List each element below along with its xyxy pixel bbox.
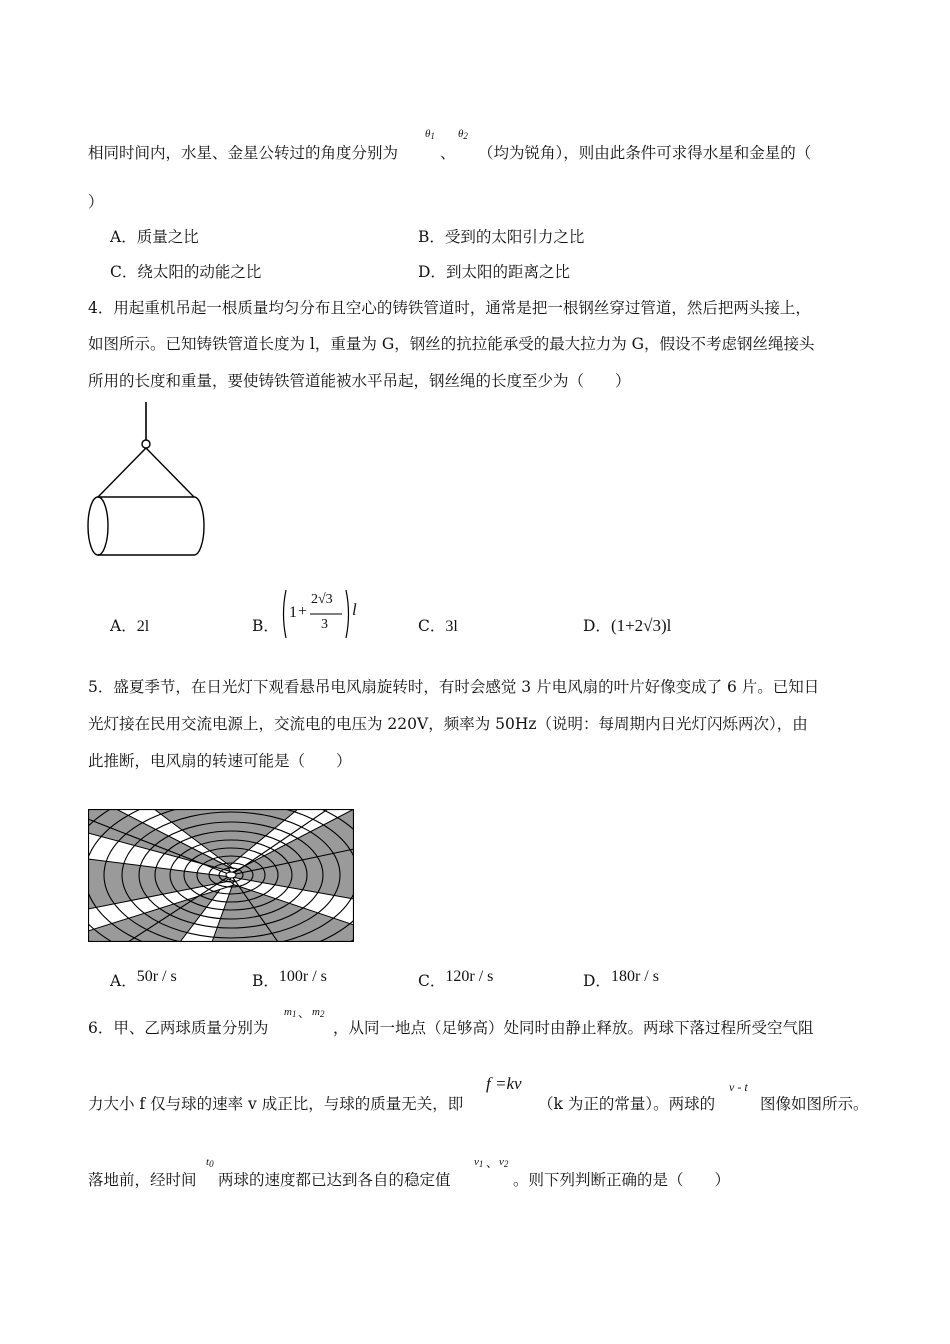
fan-image — [88, 809, 354, 942]
q3-line2: ） — [88, 193, 104, 211]
formula-one: 1 — [289, 604, 297, 621]
q5-option-a[interactable]: A．50r / s — [110, 968, 177, 990]
q4-line1: 4．用起重机吊起一根质量均匀分布且空心的铸铁管道时，通常是把一根钢丝穿过管道，然后把两头接上， — [88, 299, 811, 317]
q6-line2-tail: 图像如图所示。 — [760, 1095, 869, 1113]
q5-option-b[interactable]: B．100r / s — [252, 968, 327, 990]
q6-line3-tail: 。则下列判断正确的是（ ） — [513, 1171, 731, 1189]
v2-symbol: $v_2$ — [499, 1156, 509, 1169]
theta2-symbol: $\theta_2$ — [458, 128, 468, 141]
q4-option-c[interactable]: C．3l — [418, 617, 458, 635]
t0-symbol: $t_0$ — [206, 1156, 214, 1169]
q6-line3-mid: 两球的速度都已达到各自的稳定值 — [218, 1171, 451, 1189]
q5-line1: 5．盛夏季节，在日光灯下观看悬吊电风扇旋转时，有时会感觉 3 片电风扇的叶片好像变成了 6 片。已知日 — [88, 678, 820, 696]
formula-f-kv: f =kv — [486, 1074, 522, 1093]
q5-option-d[interactable]: D．180r / s — [583, 968, 659, 990]
q3-option-d[interactable]: D．到太阳的距离之比 — [418, 263, 570, 281]
q4-option-d[interactable]: D．(1+2√3)l — [583, 616, 672, 635]
m2-symbol: $m_2$ — [312, 1006, 325, 1019]
theta1-symbol: $\theta_1$ — [425, 128, 435, 141]
q4-option-b[interactable]: B． — [252, 617, 279, 635]
q3-line1-tail: （均为锐角），则由此条件可求得水星和金星的（ — [478, 144, 812, 162]
q6-m-separator: 、 — [298, 1006, 311, 1020]
q4-option-b-formula — [280, 588, 362, 640]
v1-symbol: $v_1$ — [474, 1156, 484, 1169]
m1-symbol: $m_1$ — [284, 1006, 297, 1019]
q5-option-c[interactable]: C．120r / s — [418, 968, 494, 990]
q5-line3: 此推断，电风扇的转速可能是（ ） — [88, 752, 352, 770]
q6-line3: 落地前，经时间 — [88, 1171, 197, 1189]
formula-numerator: 2√3 — [311, 592, 333, 607]
q6-line2-mid: （k 为正的常量）。两球的 — [538, 1095, 716, 1113]
formula-plus: + — [298, 603, 308, 620]
pipe-crane-figure — [84, 400, 208, 562]
q4-line2: 如图所示。已知铸铁管道长度为 l，重量为 G，钢丝的抗拉能承受的最大拉力为 G，假设不考虑钢丝绳接头 — [88, 335, 815, 353]
q4-option-d-formula: (1+2√3)l — [610, 616, 672, 635]
q6-line1: 6．甲、乙两球质量分别为 — [88, 1019, 269, 1037]
vt-symbol: v - t — [729, 1080, 748, 1094]
q6-line1-tail: ，从同一地点（足够高）处同时由静止释放。两球下落过程所受空气阻 — [333, 1019, 814, 1037]
q4-option-a[interactable]: A．2l — [110, 617, 150, 635]
q4-line3: 所用的长度和重量，要使铸铁管道能被水平吊起，钢丝绳的长度至少为（ ） — [88, 372, 631, 390]
q5-line2: 光灯接在民用交流电源上，交流电的电压为 220V，频率为 50Hz（说明：每周期内日光灯闪烁两次），由 — [88, 715, 808, 733]
q3-option-c[interactable]: C．绕太阳的动能之比 — [110, 263, 262, 281]
q3-option-a[interactable]: A．质量之比 — [110, 228, 199, 246]
q3-separator: 、 — [440, 144, 456, 162]
q6-v-separator: 、 — [486, 1156, 499, 1170]
formula-l: l — [352, 600, 357, 619]
q6-line2: 力大小 f 仅与球的速率 v 成正比，与球的质量无关，即 — [88, 1095, 464, 1113]
formula-denominator: 3 — [321, 617, 328, 632]
q3-line1: 相同时间内，水星、金星公转过的角度分别为 — [88, 144, 399, 162]
q3-option-b[interactable]: B．受到的太阳引力之比 — [418, 228, 585, 246]
